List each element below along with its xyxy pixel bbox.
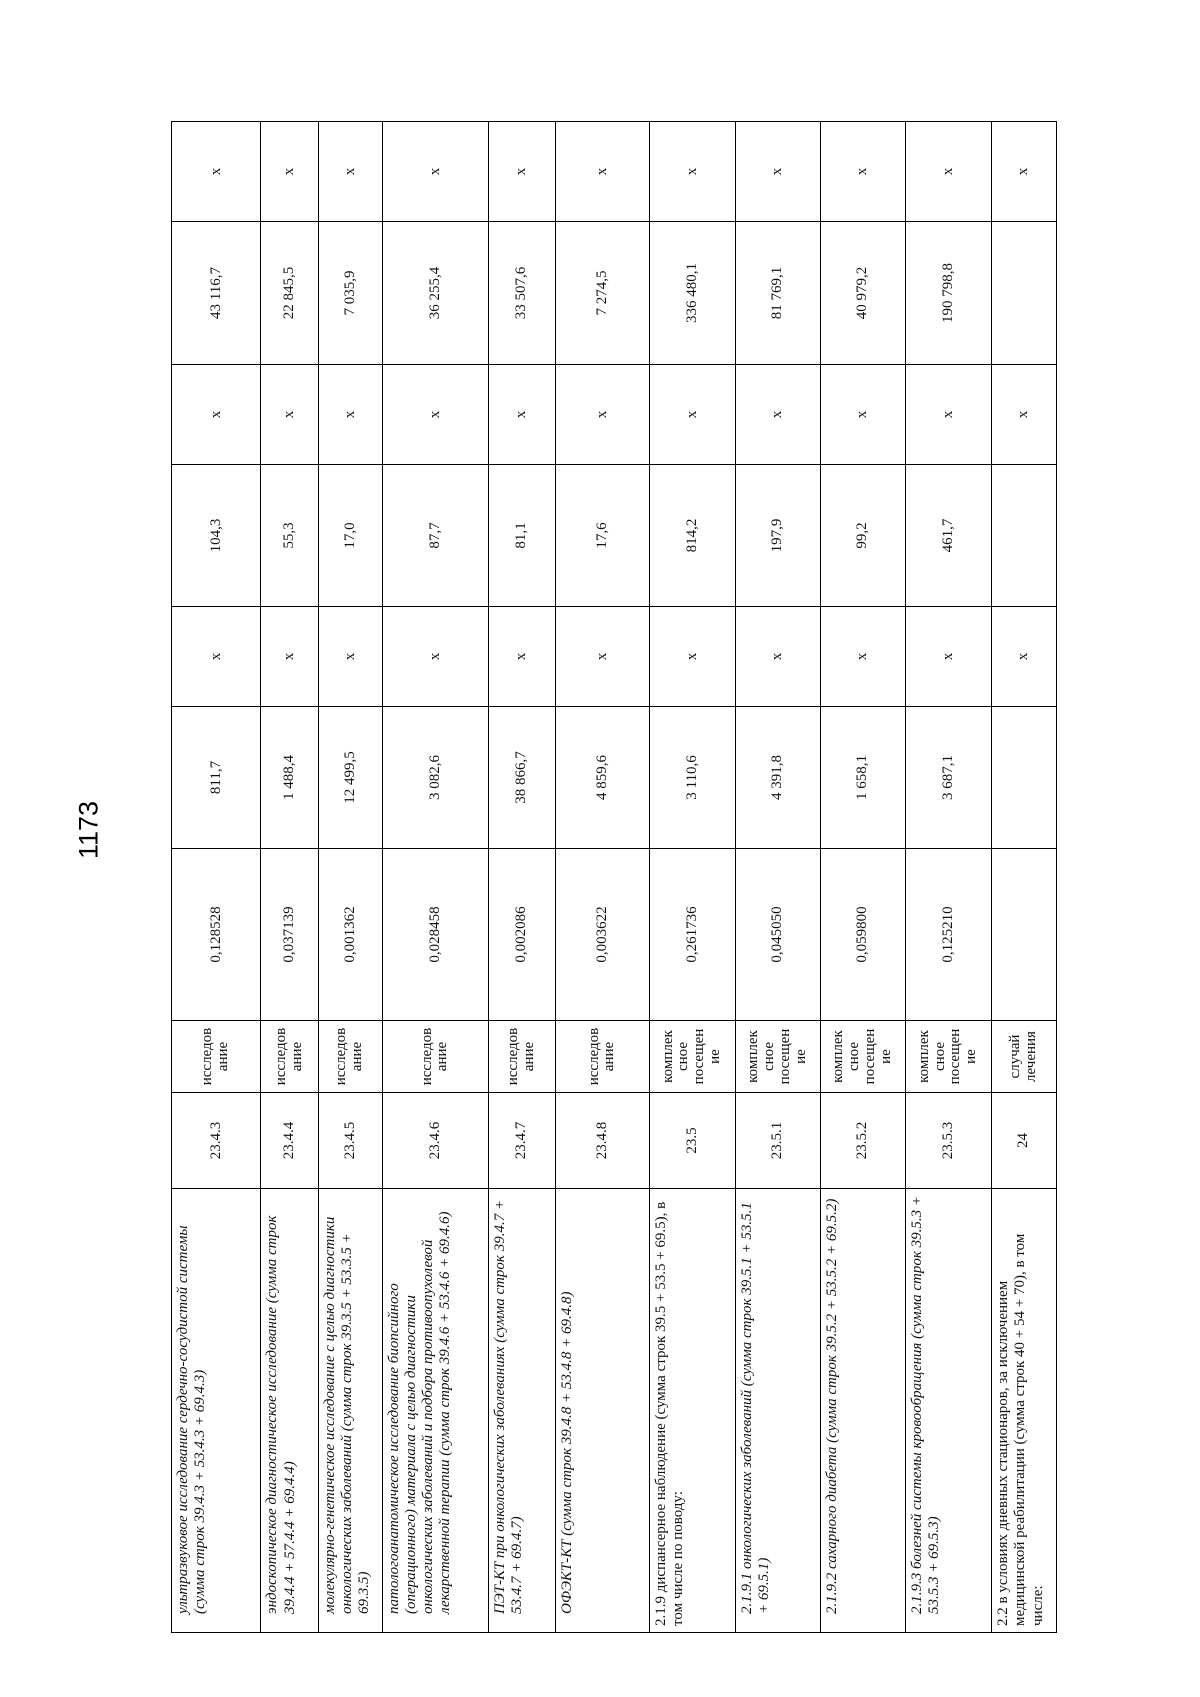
row-unit: комплек сное посещен ие <box>649 1021 735 1093</box>
row-col-4 <box>992 465 1057 607</box>
row-col-4: 104,3 <box>172 465 261 607</box>
row-col-2: 1 658,1 <box>820 707 905 849</box>
row-col-1: 0,037139 <box>261 849 318 1021</box>
row-name: 2.1.9.3 болезней системы кровообращения (сумма строк 39.5.3 + 53.5.3 + 69.5.3) <box>905 1189 991 1633</box>
table-row <box>905 122 991 1633</box>
row-col-5: х <box>261 365 318 465</box>
row-code: 23.4.5 <box>318 1093 382 1189</box>
row-col-1: 0,045050 <box>735 849 820 1021</box>
row-col-4: 55,3 <box>261 465 318 607</box>
row-col-3: х <box>649 607 735 707</box>
row-col-4: 17,0 <box>318 465 382 607</box>
row-col-3: х <box>820 607 905 707</box>
row-col-7: х <box>488 122 555 222</box>
row-col-4: 814,2 <box>649 465 735 607</box>
row-code: 23.5 <box>649 1093 735 1189</box>
row-col-6: 40 979,2 <box>820 222 905 365</box>
row-col-3: х <box>172 607 261 707</box>
row-col-6: 7 035,9 <box>318 222 382 365</box>
row-col-6 <box>992 222 1057 365</box>
row-code: 23.4.4 <box>261 1093 318 1189</box>
row-col-7: х <box>992 122 1057 222</box>
row-name: молекулярно-генетическое исследование с целью диагностики онкологических заболеваний (сумма строк 39.3.5 + 53.3.5 + 69.3.5) <box>318 1189 382 1633</box>
row-col-2 <box>992 707 1057 849</box>
row-col-2: 3 110,6 <box>649 707 735 849</box>
row-col-5: х <box>992 365 1057 465</box>
row-unit: исследов ание <box>261 1021 318 1093</box>
row-code: 23.4.3 <box>172 1093 261 1189</box>
row-col-2: 12 499,5 <box>318 707 382 849</box>
row-unit: комплек сное посещен ие <box>735 1021 820 1093</box>
row-name: 2.1.9.1 онкологических заболеваний (сумма строк 39.5.1 + 53.5.1 + 69.5.1) <box>735 1189 820 1633</box>
row-col-2: 4 859,6 <box>555 707 649 849</box>
table-row <box>261 122 318 1633</box>
row-col-5: х <box>488 365 555 465</box>
row-col-7: х <box>820 122 905 222</box>
row-code: 23.4.8 <box>555 1093 649 1189</box>
row-col-5: х <box>555 365 649 465</box>
row-col-5: х <box>649 365 735 465</box>
row-col-1: 0,125210 <box>905 849 991 1021</box>
row-col-7: х <box>649 122 735 222</box>
row-name: 2.1.9.2 сахарного диабета (сумма строк 39.5.2 + 53.5.2 + 69.5.2) <box>820 1189 905 1633</box>
row-col-1: 0,028458 <box>382 849 488 1021</box>
table-row <box>382 122 488 1633</box>
row-col-7: х <box>735 122 820 222</box>
row-unit: исследов ание <box>488 1021 555 1093</box>
row-col-3: х <box>318 607 382 707</box>
row-unit: исследов ание <box>382 1021 488 1093</box>
row-col-6: 33 507,6 <box>488 222 555 365</box>
row-col-2: 1 488,4 <box>261 707 318 849</box>
table-row <box>488 122 555 1633</box>
page-number <box>74 800 104 860</box>
row-col-6: 22 845,5 <box>261 222 318 365</box>
table-row <box>820 122 905 1633</box>
row-code: 23.5.1 <box>735 1093 820 1189</box>
row-unit: случай лечения <box>992 1021 1057 1093</box>
row-col-3: х <box>382 607 488 707</box>
row-code: 23.4.6 <box>382 1093 488 1189</box>
row-col-6: 43 116,7 <box>172 222 261 365</box>
row-col-2: 4 391,8 <box>735 707 820 849</box>
row-col-7: х <box>555 122 649 222</box>
row-col-7: х <box>382 122 488 222</box>
row-col-4: 99,2 <box>820 465 905 607</box>
row-col-1: 0,128528 <box>172 849 261 1021</box>
row-col-4: 87,7 <box>382 465 488 607</box>
table-body <box>172 122 1057 1633</box>
row-col-5: х <box>735 365 820 465</box>
row-col-1: 0,002086 <box>488 849 555 1021</box>
row-col-3: х <box>488 607 555 707</box>
row-col-1: 0,059800 <box>820 849 905 1021</box>
data-table <box>171 121 1057 1633</box>
row-col-6: 81 769,1 <box>735 222 820 365</box>
row-col-4: 461,7 <box>905 465 991 607</box>
table-row <box>172 122 261 1633</box>
row-col-4: 197,9 <box>735 465 820 607</box>
row-col-1: 0,261736 <box>649 849 735 1021</box>
row-code: 24 <box>992 1093 1057 1189</box>
row-name: 2.2 в условиях дневных стационаров, за исключением медицинской реабилитации (сумма строк 40 + 54 + 70), в том числе: <box>992 1189 1057 1633</box>
rotated-table-container <box>171 122 1057 1633</box>
row-col-5: х <box>318 365 382 465</box>
row-name: патологоанатомическое исследование биопсийного (операционного) материала с целью диагностики онкологических заболеваний и подбора противоопухолевой лекарственной терапии (сумма строк 39.4.6 + 53.4.6 + 69.4.6) <box>382 1189 488 1633</box>
table-row <box>992 122 1057 1633</box>
row-name: 2.1.9 диспансерное наблюдение (сумма строк 39.5 + 53.5 + 69.5), в том числе по поводу: <box>649 1189 735 1633</box>
row-unit: комплек сное посещен ие <box>905 1021 991 1093</box>
row-col-1 <box>992 849 1057 1021</box>
page-number-text: 1173 <box>73 800 104 860</box>
row-col-2: 811,7 <box>172 707 261 849</box>
row-col-1: 0,001362 <box>318 849 382 1021</box>
row-col-5: х <box>172 365 261 465</box>
table-row <box>318 122 382 1633</box>
row-col-2: 38 866,7 <box>488 707 555 849</box>
row-code: 23.5.3 <box>905 1093 991 1189</box>
row-col-3: х <box>905 607 991 707</box>
row-col-3: х <box>992 607 1057 707</box>
row-col-6: 190 798,8 <box>905 222 991 365</box>
row-col-5: х <box>820 365 905 465</box>
row-col-3: х <box>555 607 649 707</box>
row-code: 23.4.7 <box>488 1093 555 1189</box>
row-col-7: х <box>905 122 991 222</box>
row-col-7: х <box>261 122 318 222</box>
row-col-4: 17,6 <box>555 465 649 607</box>
row-col-3: х <box>261 607 318 707</box>
row-name: ПЭТ-КТ при онкологических заболеваниях (сумма строк 39.4.7 + 53.4.7 + 69.4.7) <box>488 1189 555 1633</box>
row-unit: исследов ание <box>555 1021 649 1093</box>
row-col-4: 81,1 <box>488 465 555 607</box>
row-code: 23.5.2 <box>820 1093 905 1189</box>
row-unit: исследов ание <box>172 1021 261 1093</box>
row-unit: исследов ание <box>318 1021 382 1093</box>
row-name: ультразвуковое исследование сердечно-сосудистой системы (сумма строк 39.4.3 + 53.4.3 + 69.4.3) <box>172 1189 261 1633</box>
row-col-3: х <box>735 607 820 707</box>
row-col-5: х <box>905 365 991 465</box>
row-name: эндоскопическое диагностическое исследование (сумма строк 39.4.4 + 57.4.4 + 69.4.4) <box>261 1189 318 1633</box>
row-col-6: 336 480,1 <box>649 222 735 365</box>
row-col-6: 7 274,5 <box>555 222 649 365</box>
row-col-7: х <box>172 122 261 222</box>
row-col-1: 0,003622 <box>555 849 649 1021</box>
table-row <box>649 122 735 1633</box>
row-col-2: 3 082,6 <box>382 707 488 849</box>
table-row <box>735 122 820 1633</box>
row-unit: комплек сное посещен ие <box>820 1021 905 1093</box>
row-col-6: 36 255,4 <box>382 222 488 365</box>
row-col-7: х <box>318 122 382 222</box>
row-name: ОФЭКТ-КТ (сумма строк 39.4.8 + 53.4.8 + 69.4.8) <box>555 1189 649 1633</box>
row-col-5: х <box>382 365 488 465</box>
row-col-2: 3 687,1 <box>905 707 991 849</box>
table-row <box>555 122 649 1633</box>
